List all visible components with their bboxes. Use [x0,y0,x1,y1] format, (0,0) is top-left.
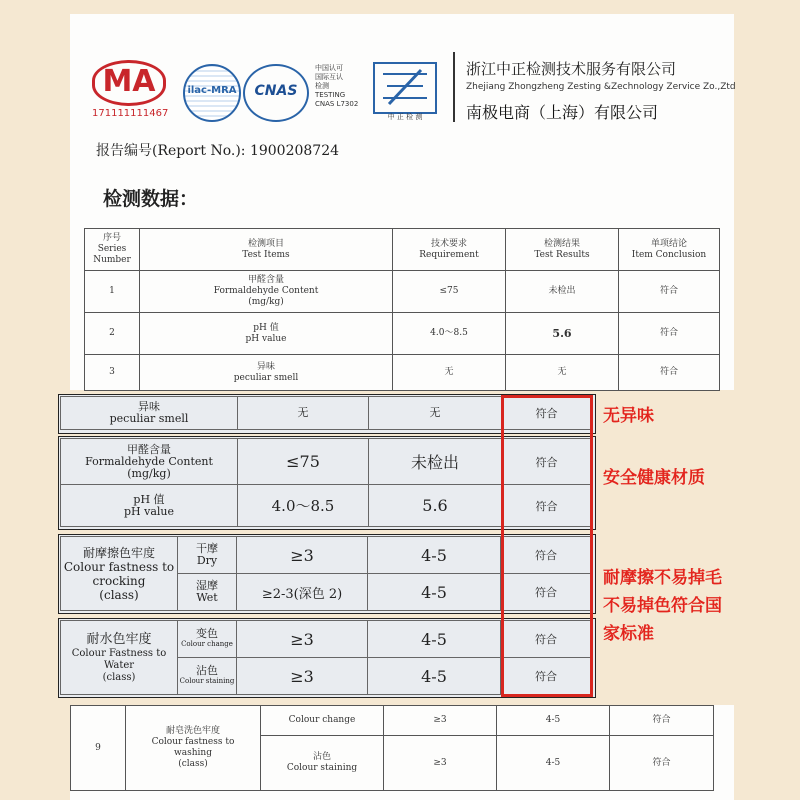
water-change-label: 变色 Colour change [178,621,237,658]
water-change-conclusion: 符合 [501,621,592,658]
cma-logo: MA [92,60,166,106]
row-item: 异味 peculiar smell [140,355,393,391]
rubbing-wet-result: 4-5 [368,574,501,611]
ilac-mra-logo: ilac-MRA [183,64,241,122]
smell-item: 异味 peculiar smell [61,397,238,430]
ph-result: 5.6 [369,485,502,527]
report-number: 报告编号(Report No.): 1900208724 [96,143,340,159]
table-header-row [85,229,720,271]
washing-change-label: Colour change [261,706,384,736]
row-requirement: 无 [393,355,506,391]
washing-change-result: 4-5 [497,706,610,736]
note-no-smell: 无异味 [603,406,654,426]
row-result: 未检出 [506,271,619,313]
row-requirement: ≤75 [393,271,506,313]
smell-conclusion: 符合 [502,397,592,430]
header-series: 序号 Series Number [85,229,140,271]
row-number: 2 [85,313,140,355]
washing-item: 耐皂洗色牢度 Colour fastness to washing (class) [126,706,261,791]
formaldehyde-result: 未检出 [369,439,502,485]
client-name: 南极电商（上海）有限公司 [466,103,659,122]
lab-logo [373,62,437,114]
section-title: 检测数据： [103,188,199,210]
washing-change-row [71,706,714,736]
lab-logo-mark [377,64,433,108]
water-staining-requirement: ≥3 [237,658,368,695]
cnas-logo: CNAS [243,64,309,122]
ph-requirement: 4.0～8.5 [238,485,369,527]
row-requirement: 4.0～8.5 [393,313,506,355]
rubbing-dry-result: 4-5 [368,537,501,574]
water-staining-result: 4-5 [368,658,501,695]
rubbing-dry-conclusion: 符合 [501,537,592,574]
header-requirement: 技术要求 Requirement [393,229,506,271]
row-result: 5.6 [506,313,619,355]
note-safe-material: 安全健康材质 [603,468,705,488]
table-row [85,271,720,313]
row-conclusion: 符合 [619,313,720,355]
header-test-results: 检测结果 Test Results [506,229,619,271]
rubbing-dry-requirement: ≥3 [237,537,368,574]
water-staining-label: 沾色 Colour staining [178,658,237,695]
smell-result: 无 [369,397,502,430]
conclusion-highlight-box [501,395,593,697]
water-item: 耐水色牢度 Colour Fastness to Water (class) [61,621,178,695]
row-result: 无 [506,355,619,391]
rubbing-wet-requirement: ≥2-3(深色 2) [237,574,368,611]
note-wear-resistant: 耐摩擦不易掉毛 不易掉色符合国 家标准 [603,568,722,644]
formaldehyde-item: 甲醛含量 Formaldehyde Content (mg/kg) [61,439,238,485]
rubbing-item: 耐摩擦色牢度 Colour fastness to crocking (class) [61,537,178,611]
header-test-items: 检测项目 Test Items [140,229,393,271]
row-number: 1 [85,271,140,313]
header-conclusion: 单项结论 Item Conclusion [619,229,720,271]
water-staining-conclusion: 符合 [501,658,592,695]
ph-item: pH 值 pH value [61,485,238,527]
test-data-table [84,228,720,391]
lab-logo-caption: 中 正 检 测 [387,113,423,121]
cnas-text: 中国认可 国际互认 检测 TESTING CNAS L7302 [315,64,359,108]
rubbing-dry-label: 干摩 Dry [178,537,237,574]
washing-table [70,705,714,791]
row-item: pH 值 pH value [140,313,393,355]
rubbing-wet-conclusion: 符合 [501,574,592,611]
header-divider [453,52,455,122]
company-name-cn: 浙江中正检测技术服务有限公司 [466,60,677,78]
row-number: 3 [85,355,140,391]
washing-staining-conclusion: 符合 [610,736,714,791]
washing-staining-result: 4-5 [497,736,610,791]
washing-staining-label: 沾色 Colour staining [261,736,384,791]
table-row [85,313,720,355]
washing-staining-requirement: ≥3 [384,736,497,791]
rubbing-wet-label: 湿摩 Wet [178,574,237,611]
row-conclusion: 符合 [619,355,720,391]
row-item: 甲醛含量 Formaldehyde Content (mg/kg) [140,271,393,313]
water-change-result: 4-5 [368,621,501,658]
formaldehyde-conclusion: 符合 [502,439,592,485]
washing-change-conclusion: 符合 [610,706,714,736]
formaldehyde-requirement: ≤75 [238,439,369,485]
smell-requirement: 无 [238,397,369,430]
company-name-en: Zhejiang Zhongzheng Zesting &Zechnology Zervice Zo.,Ztd [466,82,736,92]
washing-change-requirement: ≥3 [384,706,497,736]
row-conclusion: 符合 [619,271,720,313]
washing-number: 9 [71,706,126,791]
water-change-requirement: ≥3 [237,621,368,658]
ph-conclusion: 符合 [502,485,592,527]
table-row [85,355,720,391]
cma-number: 171111111467 [92,108,169,119]
